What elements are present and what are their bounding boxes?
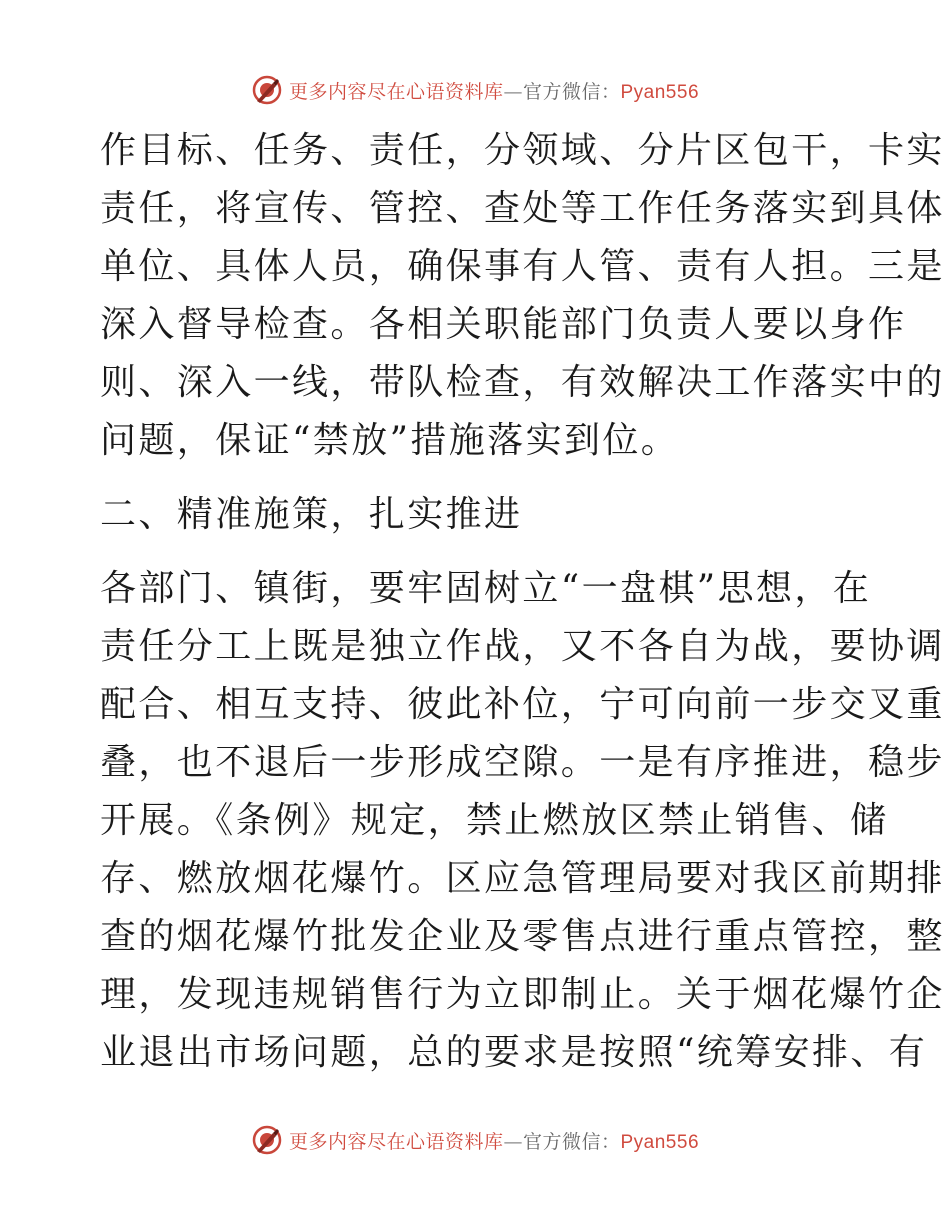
watermark-separator: — bbox=[503, 1130, 523, 1153]
text-line: 理，发现违规销售行为立即制止。关于烟花爆竹企 bbox=[100, 974, 945, 1015]
text-line: 责任，将宣传、管控、查处等工作任务落实到具体 bbox=[100, 188, 945, 229]
pen-logo-icon bbox=[251, 74, 283, 106]
watermark-title: 更多内容尽在心语资料库 bbox=[288, 80, 504, 103]
text-line: 业退出市场问题，总的要求是按照“统筹安排、有 bbox=[100, 1032, 928, 1073]
text-line: 存、燃放烟花爆竹。区应急管理局要对我区前期排 bbox=[100, 858, 945, 899]
paragraph-1 bbox=[100, 122, 945, 470]
text-line: 配合、相互支持、彼此补位，宁可向前一步交叉重 bbox=[100, 684, 945, 725]
watermark-text bbox=[289, 1127, 699, 1154]
watermark-text bbox=[289, 77, 699, 104]
text-line: 问题，保证“禁放”措施落实到位。 bbox=[100, 420, 680, 461]
text-line: 单位、具体人员，确保事有人管、责有人担。三是 bbox=[100, 246, 945, 287]
paragraph-2 bbox=[100, 560, 945, 1082]
text-line: 深入督导检查。各相关职能部门负责人要以身作 bbox=[100, 304, 907, 345]
watermark-wechat-id: Pyan556 bbox=[620, 81, 700, 103]
pen-logo-icon bbox=[251, 1124, 283, 1156]
document-body bbox=[100, 122, 945, 1082]
watermark-header bbox=[0, 70, 950, 110]
watermark-official-label: 官方微信： bbox=[522, 80, 621, 103]
watermark-title: 更多内容尽在心语资料库 bbox=[288, 1130, 504, 1153]
watermark-official-label: 官方微信： bbox=[522, 1130, 621, 1153]
watermark-footer bbox=[0, 1120, 950, 1160]
watermark-wechat-id: Pyan556 bbox=[620, 1131, 700, 1153]
text-line: 开展。《条例》规定，禁止燃放区禁止销售、储 bbox=[100, 800, 889, 841]
text-line: 则、深入一线，带队检查，有效解决工作落实中的 bbox=[100, 362, 945, 403]
text-line: 各部门、镇街，要牢固树立“一盘棋”思想，在 bbox=[100, 568, 872, 609]
text-line: 查的烟花爆竹批发企业及零售点进行重点管控，整 bbox=[100, 916, 945, 957]
watermark-separator: — bbox=[503, 80, 523, 103]
text-line: 作目标、任务、责任，分领域、分片区包干，卡实 bbox=[100, 130, 945, 171]
text-line: 叠，也不退后一步形成空隙。一是有序推进，稳步 bbox=[100, 742, 945, 783]
section-heading: 二、精准施策，扎实推进 bbox=[100, 494, 523, 535]
text-line: 责任分工上既是独立作战，又不各自为战，要协调 bbox=[100, 626, 945, 667]
